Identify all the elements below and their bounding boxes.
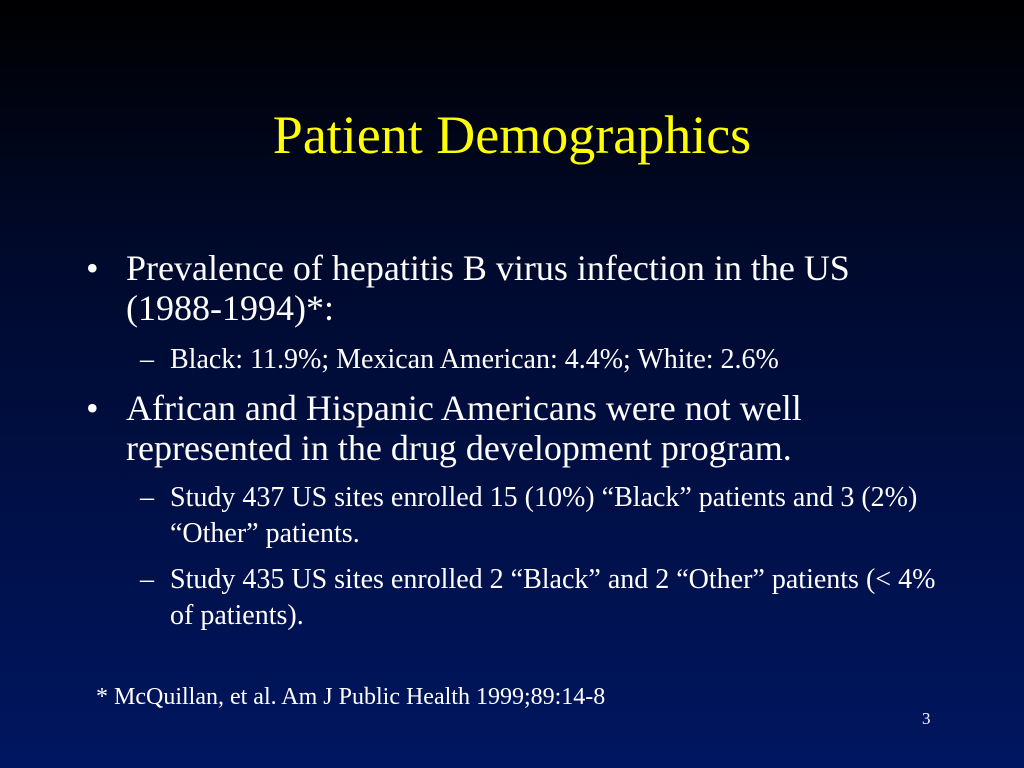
subbullet-marker: –	[140, 482, 154, 513]
subbullet-marker: –	[140, 344, 154, 375]
subbullet-text: Black: 11.9%; Mexican American: 4.4%; White: 2.6%	[170, 344, 779, 375]
subbullet-text: Study 437 US sites enrolled 15 (10%) “Black” patients and 3 (2%) “Other” patients.	[170, 482, 918, 549]
subbullet-text: Study 435 US sites enrolled 2 “Black” and 2 “Other” patients (< 4% of patients).	[170, 564, 936, 631]
subbullet-prevalence-rates	[140, 342, 940, 378]
footnote-citation: * McQuillan, et al. Am J Public Health 1999;89:14-8	[96, 684, 606, 710]
subbullet-marker: –	[140, 564, 154, 595]
bullet-marker: •	[86, 388, 99, 428]
bullet-marker: •	[86, 248, 99, 288]
bullet-text: African and Hispanic Americans were not well represented in the drug development program.	[126, 388, 802, 468]
slide-number: 3	[922, 709, 931, 728]
bullet-representation	[86, 388, 946, 468]
subbullet-study-435	[140, 562, 940, 634]
bullet-prevalence	[86, 248, 946, 328]
subbullet-study-437	[140, 480, 940, 552]
bullet-text: Prevalence of hepatitis B virus infection in the US (1988-1994)*:	[126, 248, 850, 328]
slide-title: Patient Demographics	[272, 105, 752, 165]
